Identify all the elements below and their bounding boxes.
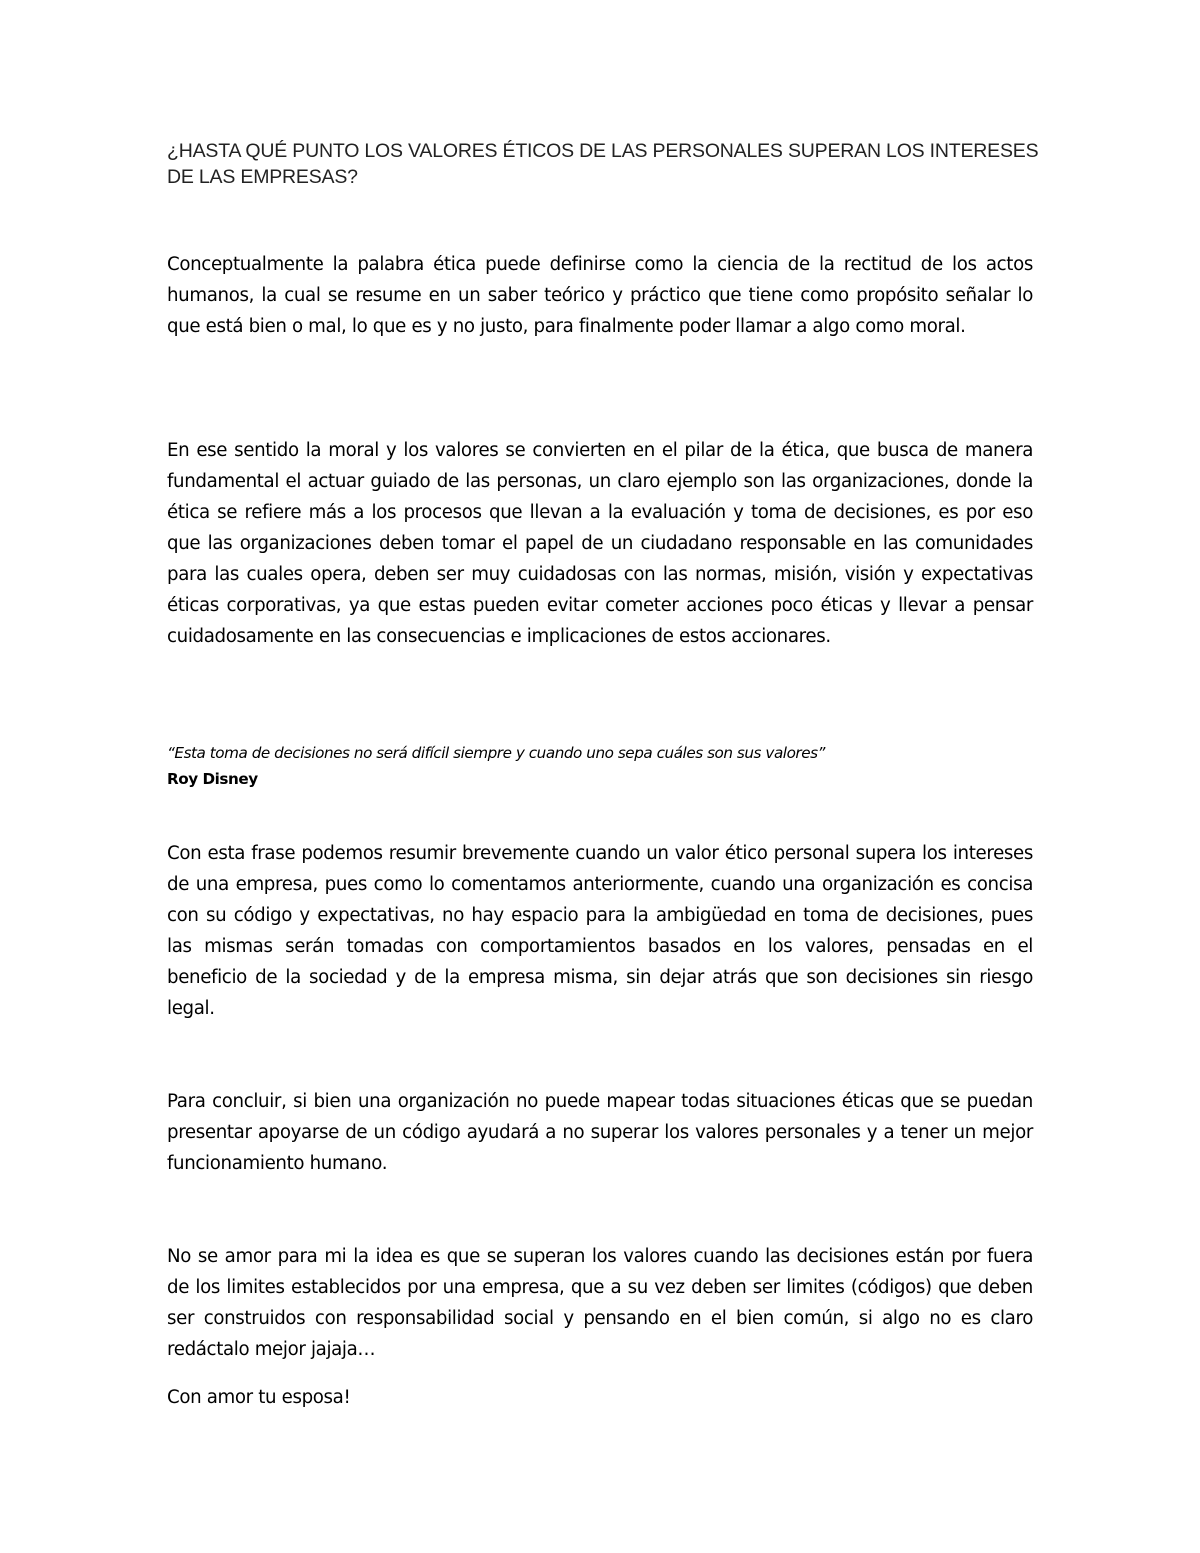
paragraph-conclusion: Para concluir, si bien una organización no puede mapear todas situaciones éticas que se puedan presentar apoyarse de un código ayudará a no superar los valores personales y a tener un mejor funcionamiento humano. [167, 1091, 1033, 1174]
document-title: ¿HASTA QUÉ PUNTO LOS VALORES ÉTICOS DE LAS PERSONALES SUPERAN LOS INTERESES DE LAS EMPRESAS? [167, 140, 1039, 188]
paragraph-summary: Con esta frase podemos resumir brevemente cuando un valor ético personal supera los intereses de una empresa, pues como lo comentamos anteriormente, cuando una organización es concisa con su código y expectativas, no hay espacio para la ambigüedad en toma de decisiones, pues las mismas serán tomadas con comportamientos basados en los valores, pensadas en el beneficio de la sociedad y de la empresa misma, sin dejar atrás que son decisiones sin riesgo legal. [167, 843, 1033, 1019]
paragraph-definition: Conceptualmente la palabra ética puede definirse como la ciencia de la rectitud de los actos humanos, la cual se resume en un saber teórico y práctico que tiene como propósito señalar lo que está bien o mal, lo que es y no justo, para finalmente poder llamar a algo como moral. [167, 254, 1033, 337]
quote-text: “Esta toma de decisiones no será difícil siempre y cuando uno sepa cuáles son sus valores” [167, 744, 825, 762]
quote-author: Roy Disney [167, 770, 258, 788]
closing-signature: Con amor tu esposa! [167, 1387, 351, 1408]
paragraph-organizations: En ese sentido la moral y los valores se convierten en el pilar de la ética, que busca de manera fundamental el actuar guiado de las personas, un claro ejemplo son las organizaciones, donde la ética se refiere más a los procesos que llevan a la evaluación y toma de decisiones, es por eso que las organizaciones deben tomar el papel de un ciudadano responsable en las comunidades para las cuales opera, deben ser muy cuidadosas con las normas, misión, visión y expectativas éticas corporativas, ya que estas pueden evitar cometer acciones poco éticas y llevar a pensar cuidadosamente en las consecuencias e implicaciones de estos accionares. [167, 440, 1033, 647]
quote-block [167, 740, 1033, 792]
paragraph-personal-note: No se amor para mi la idea es que se superan los valores cuando las decisiones están por fuera de los limites establecidos por una empresa, que a su vez deben ser limites (códigos) que deben ser construidos con responsabilidad social y pensando en el bien común, si algo no es claro redáctalo mejor jajaja… [167, 1246, 1033, 1360]
